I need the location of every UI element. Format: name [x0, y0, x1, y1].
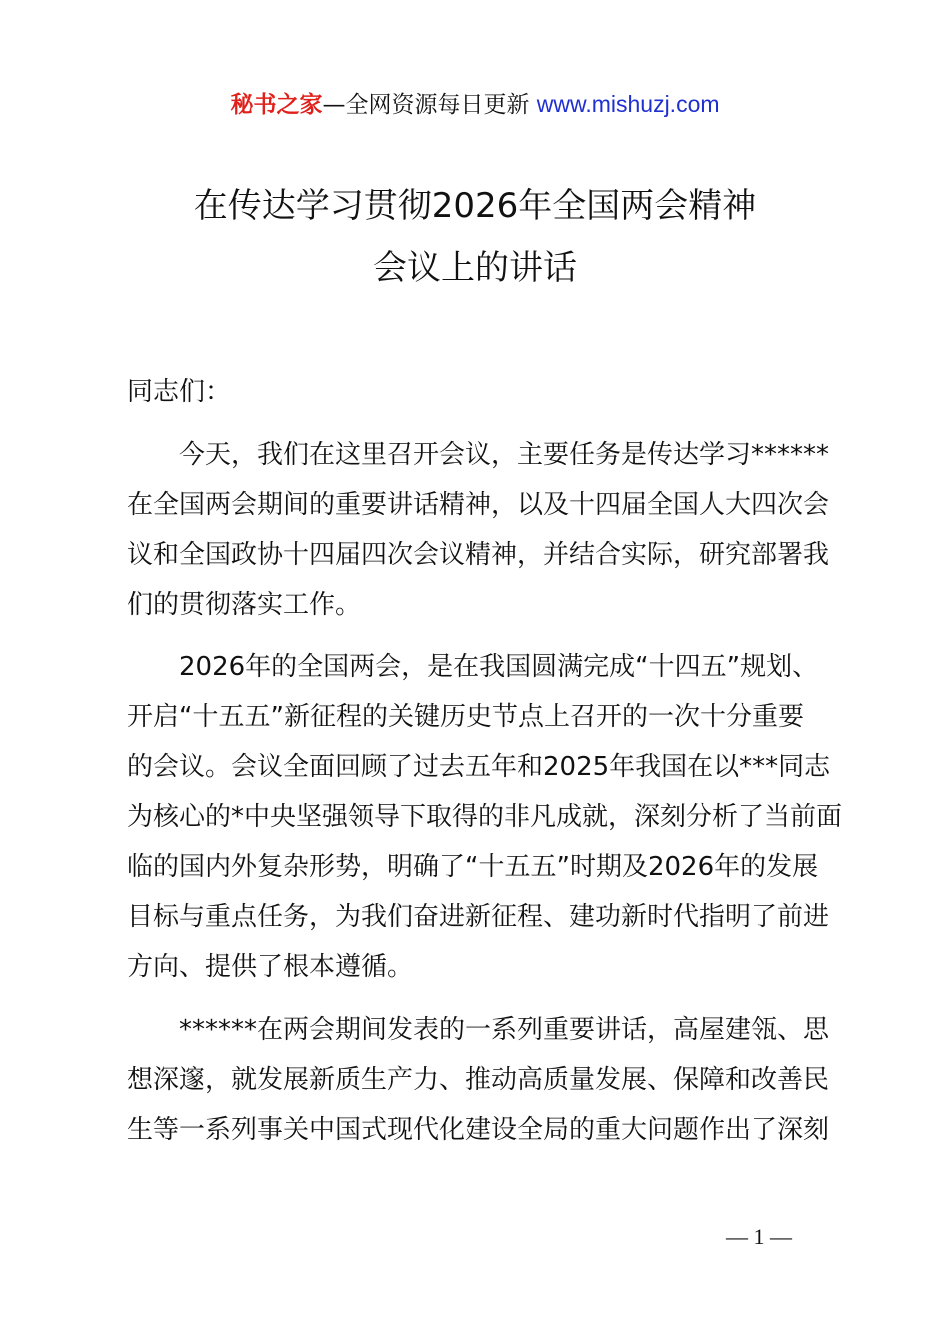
paragraph-line: 在全国两会期间的重要讲话精神，以及十四届全国人大四次会 [127, 490, 830, 520]
paragraph-line: 为核心的*中央坚强领导下取得的非凡成就，深刻分析了当前面 [127, 802, 843, 832]
paragraph-line: 2026年的全国两会，是在我国圆满完成“十四五”规划、 [179, 652, 819, 682]
paragraph-line: 今天，我们在这里召开会议，主要任务是传达学习****** [179, 440, 830, 470]
paragraph-line: 的会议。会议全面回顾了过去五年和2025年我国在以***同志 [127, 752, 831, 782]
paragraph-1 [127, 430, 832, 630]
paragraph-line: 方向、提供了根本遵循。 [127, 952, 414, 982]
paragraph-3 [127, 1005, 832, 1155]
salutation: 同志们： [127, 377, 232, 407]
site-header [0, 88, 950, 121]
paragraph-line: 生等一系列事关中国式现代化建设全局的重大问题作出了深刻 [127, 1115, 830, 1145]
document-title [0, 180, 950, 294]
title-line-2: 会议上的讲话 [373, 248, 577, 288]
paragraph-line: 们的贯彻落实工作。 [127, 590, 362, 620]
site-url-link[interactable]: www.mishuzj.com [536, 91, 720, 117]
paragraph-line: 临的国内外复杂形势，明确了“十五五”时期及2026年的发展 [127, 852, 819, 882]
title-line-1: 在传达学习贯彻2026年全国两会精神 [193, 186, 757, 226]
paragraph-line: 目标与重点任务，为我们奋进新征程、建功新时代指明了前进 [127, 902, 830, 932]
paragraph-line: 开启“十五五”新征程的关键历史节点上召开的一次十分重要 [127, 702, 804, 732]
site-brand: 秘书之家 [230, 92, 323, 118]
paragraph-line: ******在两会期间发表的一系列重要讲话，高屋建瓴、思 [179, 1015, 830, 1045]
page-number: — 1 — [726, 1224, 792, 1249]
paragraph-2 [127, 642, 843, 992]
paragraph-line: 议和全国政协十四届四次会议精神，并结合实际，研究部署我 [127, 540, 830, 570]
paragraph-line: 想深邃，就发展新质生产力、推动高质量发展、保障和改善民 [127, 1065, 830, 1095]
site-slogan: —全网资源每日更新 [322, 92, 537, 118]
